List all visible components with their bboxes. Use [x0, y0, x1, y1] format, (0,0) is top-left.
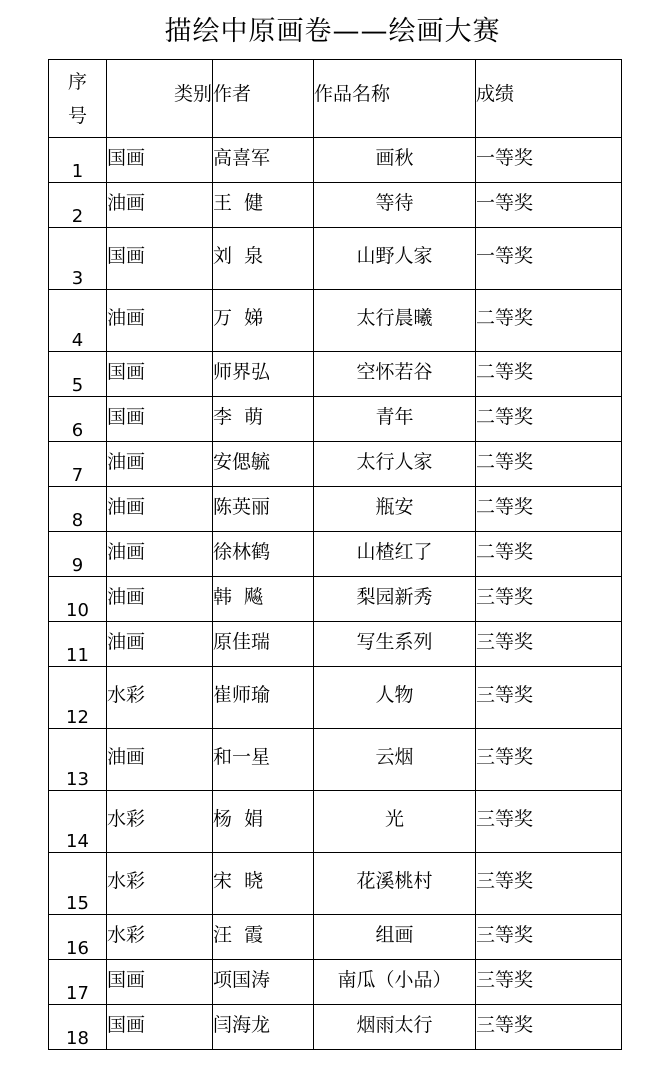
row-work-cell — [314, 577, 476, 622]
row-category-cell — [107, 1005, 213, 1050]
row-work-text: 烟雨太行 — [356, 1014, 433, 1036]
row-category-cell — [107, 138, 213, 183]
row-category-text: 国画 — [107, 361, 146, 383]
row-author-text: 原佳瑞 — [213, 631, 271, 653]
row-result-text: 二等奖 — [476, 541, 534, 563]
header-number — [49, 60, 107, 138]
row-result-text: 二等奖 — [476, 406, 534, 428]
row-result-text: 二等奖 — [476, 496, 534, 518]
row-result-cell — [476, 577, 622, 622]
row-category-cell — [107, 577, 213, 622]
row-category-text: 油画 — [107, 631, 146, 653]
row-number-cell — [49, 1005, 107, 1050]
table-row — [49, 915, 622, 960]
row-author-text: 崔师瑜 — [213, 684, 271, 706]
row-number-text: 13 — [66, 769, 89, 790]
row-result-text: 二等奖 — [476, 307, 534, 329]
row-author-text: 安偲毓 — [213, 451, 271, 473]
row-author-cell — [213, 352, 314, 397]
row-work-cell — [314, 960, 476, 1005]
row-result-cell — [476, 228, 622, 290]
row-category-cell — [107, 532, 213, 577]
row-category-cell — [107, 960, 213, 1005]
row-result-text: 二等奖 — [476, 451, 534, 473]
row-author-text: 万 娣 — [213, 307, 264, 329]
row-number-cell — [49, 487, 107, 532]
table-row — [49, 290, 622, 352]
table-row — [49, 577, 622, 622]
row-result-cell — [476, 290, 622, 352]
row-category-text: 水彩 — [107, 924, 146, 946]
header-number-label: 序 号 — [67, 70, 87, 127]
table-row — [49, 442, 622, 487]
row-number-text: 8 — [71, 510, 84, 531]
row-work-cell — [314, 352, 476, 397]
row-work-text: 瓶安 — [375, 496, 414, 518]
row-number-cell — [49, 622, 107, 667]
row-number-cell — [49, 853, 107, 915]
table-row — [49, 532, 622, 577]
header-category — [107, 60, 213, 138]
row-author-text: 王 健 — [213, 192, 264, 214]
row-category-text: 油画 — [107, 746, 146, 768]
row-work-cell — [314, 183, 476, 228]
row-work-cell — [314, 667, 476, 729]
row-author-text: 项国涛 — [213, 969, 271, 991]
row-author-cell — [213, 290, 314, 352]
table-row — [49, 960, 622, 1005]
row-author-cell — [213, 442, 314, 487]
row-number-text: 1 — [71, 161, 84, 182]
row-category-cell — [107, 622, 213, 667]
row-category-cell — [107, 791, 213, 853]
table-row — [49, 791, 622, 853]
row-number-text: 15 — [66, 893, 89, 914]
row-number-cell — [49, 532, 107, 577]
row-result-text: 三等奖 — [476, 1014, 534, 1036]
row-author-cell — [213, 622, 314, 667]
row-number-text: 4 — [71, 330, 84, 351]
row-work-text: 云烟 — [375, 746, 414, 768]
row-work-cell — [314, 487, 476, 532]
row-work-text: 山楂红了 — [356, 541, 433, 563]
row-author-cell — [213, 577, 314, 622]
row-result-text: 三等奖 — [476, 586, 534, 608]
row-author-cell — [213, 397, 314, 442]
header-author-label: 作者 — [213, 83, 252, 105]
row-work-cell — [314, 228, 476, 290]
row-work-text: 光 — [384, 808, 404, 830]
row-category-cell — [107, 915, 213, 960]
row-category-text: 国画 — [107, 245, 146, 267]
row-result-text: 二等奖 — [476, 361, 534, 383]
table-row — [49, 1005, 622, 1050]
row-author-cell — [213, 667, 314, 729]
row-category-text: 国画 — [107, 1014, 146, 1036]
row-number-cell — [49, 183, 107, 228]
row-author-cell — [213, 532, 314, 577]
row-category-cell — [107, 667, 213, 729]
row-category-text: 水彩 — [107, 808, 146, 830]
row-number-text: 10 — [66, 600, 89, 621]
row-category-cell — [107, 853, 213, 915]
header-result-label: 成绩 — [476, 83, 515, 105]
row-category-text: 油画 — [107, 307, 146, 329]
row-work-cell — [314, 138, 476, 183]
row-author-text: 高喜军 — [213, 147, 271, 169]
row-author-cell — [213, 138, 314, 183]
row-number-text: 7 — [71, 465, 84, 486]
row-work-text: 青年 — [375, 406, 414, 428]
table-row — [49, 183, 622, 228]
row-result-cell — [476, 791, 622, 853]
row-author-cell — [213, 960, 314, 1005]
row-result-text: 三等奖 — [476, 924, 534, 946]
table-row — [49, 397, 622, 442]
row-result-cell — [476, 667, 622, 729]
row-number-cell — [49, 290, 107, 352]
row-category-text: 油画 — [107, 496, 146, 518]
table-row — [49, 622, 622, 667]
row-work-text: 南瓜（小品） — [337, 969, 452, 991]
row-category-text: 国画 — [107, 406, 146, 428]
row-number-text: 16 — [66, 938, 89, 959]
row-category-text: 油画 — [107, 192, 146, 214]
row-result-text: 一等奖 — [476, 245, 534, 267]
header-category-label: 类别 — [173, 83, 212, 105]
row-result-text: 三等奖 — [476, 746, 534, 768]
header-result — [476, 60, 622, 138]
row-work-cell — [314, 729, 476, 791]
row-result-cell — [476, 397, 622, 442]
row-number-cell — [49, 960, 107, 1005]
row-number-cell — [49, 352, 107, 397]
row-author-cell — [213, 183, 314, 228]
row-work-text: 太行人家 — [356, 451, 433, 473]
table-row — [49, 729, 622, 791]
row-number-text: 11 — [66, 645, 89, 666]
row-author-text: 李 萌 — [213, 406, 264, 428]
row-author-text: 徐林鹤 — [213, 541, 271, 563]
row-author-text: 闫海龙 — [213, 1014, 271, 1036]
row-category-cell — [107, 183, 213, 228]
row-work-text: 梨园新秀 — [356, 586, 433, 608]
row-work-text: 组画 — [375, 924, 414, 946]
row-category-text: 油画 — [107, 586, 146, 608]
row-result-text: 三等奖 — [476, 631, 534, 653]
row-result-cell — [476, 532, 622, 577]
row-number-cell — [49, 667, 107, 729]
row-work-text: 空怀若谷 — [356, 361, 433, 383]
row-author-text: 师界弘 — [213, 361, 271, 383]
row-result-cell — [476, 138, 622, 183]
table-row — [49, 853, 622, 915]
row-number-cell — [49, 138, 107, 183]
row-author-text: 汪 霞 — [213, 924, 264, 946]
row-number-cell — [49, 228, 107, 290]
row-result-cell — [476, 960, 622, 1005]
row-author-cell — [213, 853, 314, 915]
row-author-cell — [213, 729, 314, 791]
row-number-cell — [49, 915, 107, 960]
table-header-row — [49, 60, 622, 138]
row-author-text: 陈英丽 — [213, 496, 271, 518]
row-number-text: 6 — [71, 420, 84, 441]
row-result-cell — [476, 729, 622, 791]
row-result-cell — [476, 915, 622, 960]
row-work-text: 人物 — [375, 684, 414, 706]
row-result-cell — [476, 622, 622, 667]
row-number-text: 3 — [71, 268, 84, 289]
row-author-cell — [213, 487, 314, 532]
row-work-text: 写生系列 — [356, 631, 433, 653]
row-number-cell — [49, 397, 107, 442]
row-result-text: 三等奖 — [476, 684, 534, 706]
row-number-text: 18 — [66, 1028, 89, 1049]
table-row — [49, 667, 622, 729]
row-work-cell — [314, 1005, 476, 1050]
row-author-text: 杨 娟 — [213, 808, 264, 830]
row-result-cell — [476, 183, 622, 228]
row-result-text: 三等奖 — [476, 870, 534, 892]
row-number-text: 9 — [71, 555, 84, 576]
row-category-text: 油画 — [107, 451, 146, 473]
row-work-text: 太行晨曦 — [356, 307, 433, 329]
row-work-cell — [314, 791, 476, 853]
table-row — [49, 228, 622, 290]
header-work-label: 作品名称 — [314, 83, 391, 105]
row-result-cell — [476, 442, 622, 487]
row-work-cell — [314, 397, 476, 442]
row-category-text: 油画 — [107, 541, 146, 563]
row-result-text: 三等奖 — [476, 969, 534, 991]
row-result-cell — [476, 487, 622, 532]
row-author-text: 宋 晓 — [213, 870, 264, 892]
row-result-cell — [476, 352, 622, 397]
row-category-text: 水彩 — [107, 684, 146, 706]
row-number-text: 5 — [71, 375, 84, 396]
row-work-cell — [314, 442, 476, 487]
row-number-cell — [49, 791, 107, 853]
table-body — [49, 138, 622, 1050]
row-work-text: 花溪桃村 — [356, 870, 433, 892]
row-work-cell — [314, 622, 476, 667]
row-work-cell — [314, 290, 476, 352]
row-work-text: 山野人家 — [356, 245, 433, 267]
row-result-text: 一等奖 — [476, 192, 534, 214]
row-result-text: 一等奖 — [476, 147, 534, 169]
row-work-text: 画秋 — [375, 147, 414, 169]
table-row — [49, 487, 622, 532]
row-category-text: 国画 — [107, 969, 146, 991]
row-number-text: 14 — [66, 831, 89, 852]
page-title: 描绘中原画卷——绘画大赛 — [164, 16, 501, 47]
row-author-cell — [213, 915, 314, 960]
row-result-cell — [476, 1005, 622, 1050]
header-work — [314, 60, 476, 138]
awards-table — [48, 59, 622, 1050]
row-category-text: 水彩 — [107, 870, 146, 892]
row-work-cell — [314, 853, 476, 915]
header-author — [213, 60, 314, 138]
row-work-cell — [314, 915, 476, 960]
row-author-cell — [213, 791, 314, 853]
row-work-text: 等待 — [375, 192, 414, 214]
row-result-text: 三等奖 — [476, 808, 534, 830]
row-author-text: 刘 泉 — [213, 245, 264, 267]
row-category-cell — [107, 352, 213, 397]
row-category-cell — [107, 290, 213, 352]
row-category-cell — [107, 228, 213, 290]
row-number-text: 12 — [66, 707, 89, 728]
table-row — [49, 138, 622, 183]
row-author-text: 韩 飚 — [213, 586, 264, 608]
row-category-text: 国画 — [107, 147, 146, 169]
row-category-cell — [107, 487, 213, 532]
row-category-cell — [107, 729, 213, 791]
row-author-text: 和一星 — [213, 746, 271, 768]
row-number-cell — [49, 729, 107, 791]
row-number-text: 17 — [66, 983, 89, 1004]
row-author-cell — [213, 228, 314, 290]
row-category-cell — [107, 397, 213, 442]
row-result-cell — [476, 853, 622, 915]
row-number-cell — [49, 577, 107, 622]
row-number-cell — [49, 442, 107, 487]
row-work-cell — [314, 532, 476, 577]
row-category-cell — [107, 442, 213, 487]
table-row — [49, 352, 622, 397]
row-number-text: 2 — [71, 206, 84, 227]
row-author-cell — [213, 1005, 314, 1050]
